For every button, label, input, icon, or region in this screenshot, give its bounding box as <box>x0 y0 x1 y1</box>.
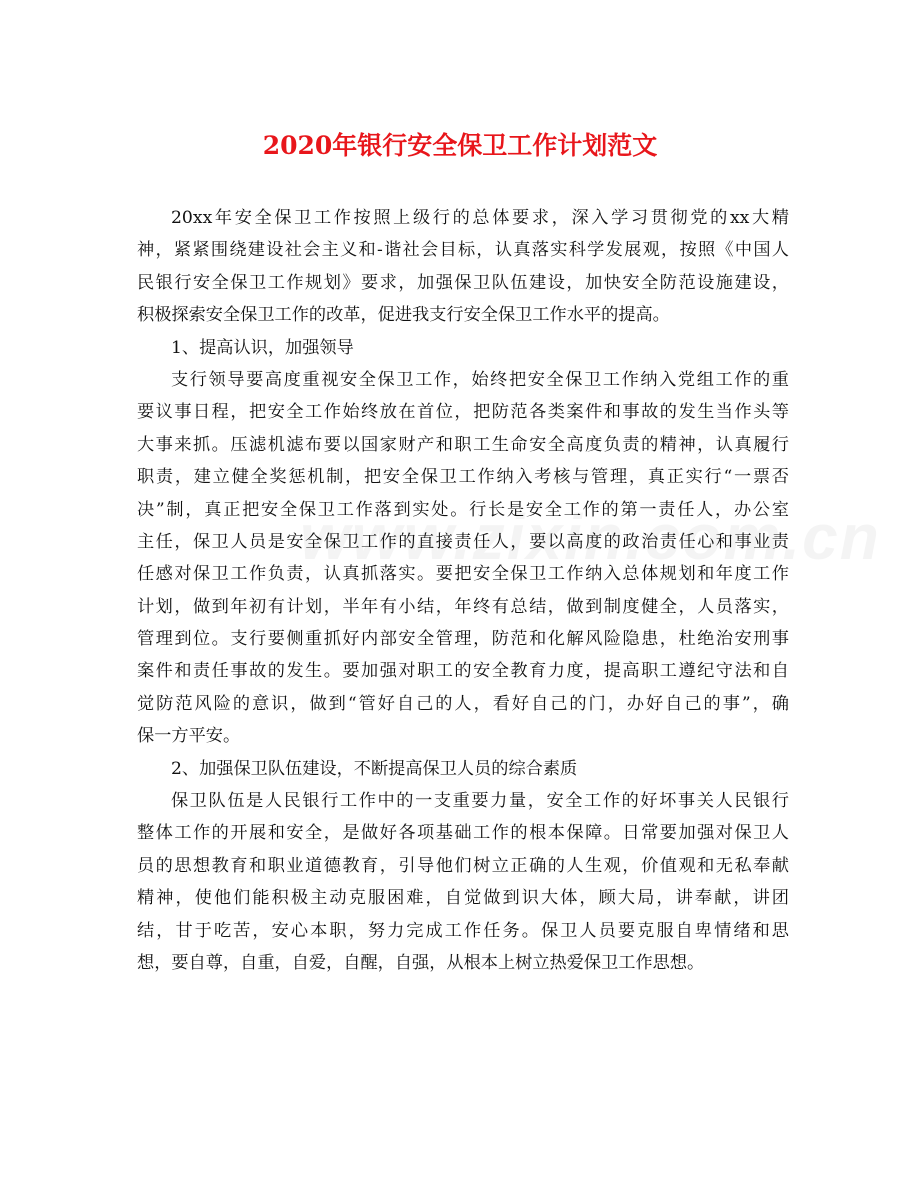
text-line: 要议事日程，把安全工作始终放在首位，把防范各类案件和事故的发生当作头等 <box>137 402 789 423</box>
text-line: 保卫队伍是人民银行工作中的一支重要力量，安全工作的好坏事关人民银行 <box>171 791 789 812</box>
text-line: 职责，建立健全奖惩机制，把安全保卫工作纳入考核与管理，真正实行“一票否 <box>137 467 789 488</box>
text-line: 想，要自尊，自重，自爱，自醒，自强，从根本上树立热爱保卫工作思想。 <box>137 952 705 973</box>
text-line: 保一方平安。 <box>137 726 241 747</box>
text-line: 整体工作的开展和安全，是做好各项基础工作的根本保障。日常要加强对保卫人 <box>137 823 789 844</box>
text-line: 1、提高认识，加强领导 <box>171 337 354 358</box>
text-line: 案件和责任事故的发生。要加强对职工的安全教育力度，提高职工遵纪守法和自 <box>137 661 789 682</box>
text-line: 结，甘于吃苦，安心本职，努力完成工作任务。保卫人员要克服自卑情绪和思 <box>137 920 789 941</box>
document-body <box>137 202 789 979</box>
document-title: 2020年银行安全保卫工作计划范文 <box>262 131 658 160</box>
text-line: 积极探索安全保卫工作的改革，促进我支行安全保卫工作水平的提高。 <box>137 305 670 326</box>
text-line: 2、加强保卫队伍建设，不断提高保卫人员的综合素质 <box>171 758 578 779</box>
text-line: 民银行安全保卫工作规划》要求，加强保卫队伍建设，加快安全防范设施建设， <box>137 272 789 293</box>
text-line: 精神，使他们能积极主动克服困难，自觉做到识大体，顾大局，讲奉献，讲团 <box>137 888 789 909</box>
text-line: 觉防范风险的意识，做到“管好自己的人，看好自己的门，办好自己的事”，确 <box>137 693 789 714</box>
text-line: 任感对保卫工作负责，认真抓落实。要把安全保卫工作纳入总体规划和年度工作 <box>137 564 789 585</box>
text-line: 20xx年安全保卫工作按照上级行的总体要求，深入学习贯彻党的xx大精 <box>171 208 789 228</box>
text-line: 主任，保卫人员是安全保卫工作的直接责任人，要以高度的政治责任心和事业责 <box>137 531 789 552</box>
text-line: 管理到位。支行要侧重抓好内部安全管理，防范和化解风险隐患，杜绝治安刑事 <box>137 629 789 650</box>
text-line: 大事来抓。压滤机滤布要以国家财产和职工生命安全高度负责的精神，认真履行 <box>137 434 789 455</box>
text-line: 支行领导要高度重视安全保卫工作，始终把安全保卫工作纳入党组工作的重 <box>171 369 789 390</box>
text-line: 神，紧紧围绕建设社会主义和-谐社会目标，认真落实科学发展观，按照《中国人 <box>137 240 789 261</box>
text-line: 决”制，真正把安全保卫工作落到实处。行长是安全工作的第一责任人，办公室 <box>137 499 789 520</box>
text-line: 计划，做到年初有计划，半年有小结，年终有总结，做到制度健全，人员落实， <box>137 596 789 617</box>
text-line: 员的思想教育和职业道德教育，引导他们树立正确的人生观，价值观和无私奉献 <box>137 855 789 876</box>
